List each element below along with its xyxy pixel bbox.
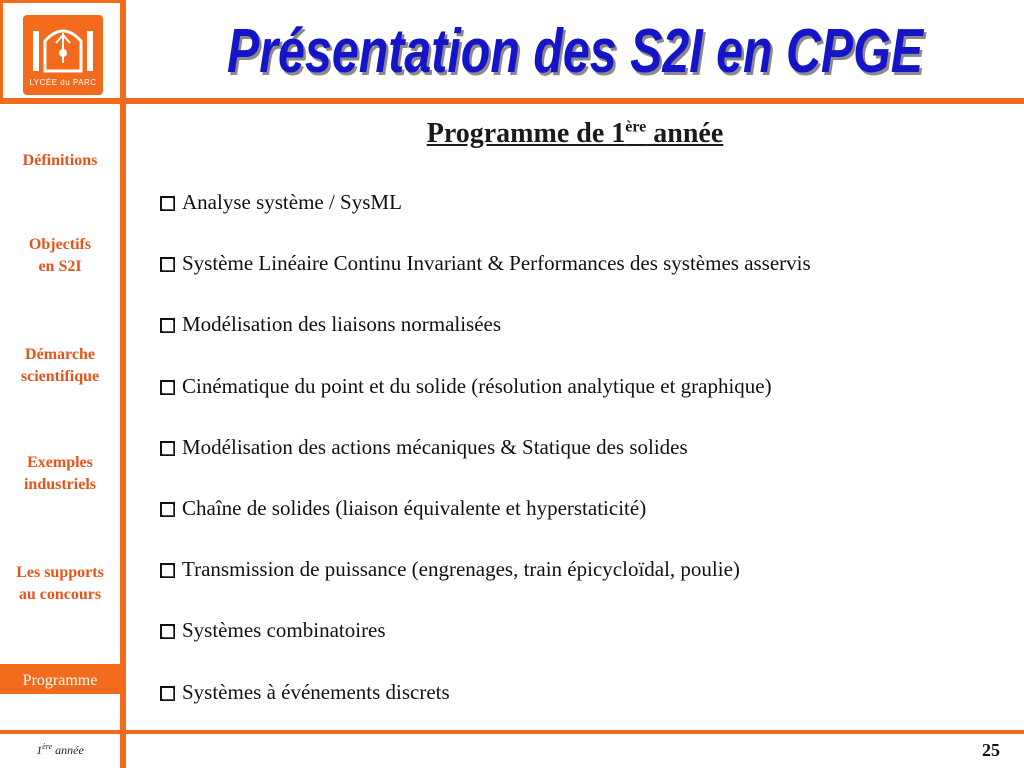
checkbox-bullet-icon: [160, 257, 175, 272]
heading-part: Programme de 1: [426, 118, 626, 149]
heading-superscript: ère: [625, 118, 647, 136]
list-item-text: Chaîne de solides (liaison équivalente et hyperstaticité): [182, 495, 647, 520]
sidebar-item-label: Les supports: [16, 564, 104, 581]
sidebar-item-label: Exemples: [27, 454, 93, 471]
sidebar-item-label: scientifique: [20, 368, 100, 385]
list-item-text: Modélisation des liaisons normalisées: [182, 312, 502, 337]
list-item: [160, 190, 811, 251]
list-item: [160, 557, 811, 618]
list-item-text: Cinématique du point et du solide (résolution analytique et graphique): [182, 373, 772, 398]
sidebar-item-label: au concours: [18, 586, 102, 603]
list-item-text: Analyse système / SysML: [182, 190, 402, 214]
footer-part: année: [52, 743, 84, 757]
sidebar-item-programme-active[interactable]: Programme: [0, 667, 120, 694]
checkbox-bullet-icon: [160, 441, 175, 456]
sidebar-item-supports[interactable]: [0, 562, 120, 606]
checkbox-bullet-icon: [160, 624, 175, 639]
list-item: [160, 680, 811, 741]
logo-text: LYCÉE du PARC: [29, 78, 97, 87]
list-item-text: Modélisation des actions mécaniques & Statique des solides: [182, 434, 688, 459]
list-item: [160, 618, 811, 679]
programme-list: [160, 190, 811, 741]
list-item-text: Système Linéaire Continu Invariant & Performances des systèmes asservis: [182, 251, 811, 276]
checkbox-bullet-icon: [160, 563, 175, 578]
list-item: [160, 435, 811, 496]
list-item-text: Systèmes combinatoires: [182, 618, 386, 643]
list-item-text: Systèmes à événements discrets: [182, 679, 450, 704]
sidebar-item-definitions[interactable]: [0, 150, 120, 172]
footer-year-label: [0, 742, 120, 758]
sidebar-item-label: en S2I: [38, 258, 82, 275]
section-heading-text: [427, 118, 724, 149]
sidebar-item-label: Objectifs: [28, 236, 92, 253]
page-number: 25: [982, 740, 1000, 760]
heading-part: année: [646, 118, 724, 149]
logo-frame: [0, 0, 120, 98]
list-item-text: Transmission de puissance (engrenages, train épicycloïdal, poulie): [182, 557, 740, 582]
list-item: [160, 251, 811, 312]
checkbox-bullet-icon: [160, 196, 175, 211]
sidebar-item-objectifs[interactable]: [0, 234, 120, 278]
sidebar-item-label: Démarche: [25, 346, 95, 363]
sidebar-item-exemples[interactable]: [0, 452, 120, 496]
footer-part: 1: [36, 743, 43, 757]
sidebar-item-label: Définitions: [22, 152, 98, 169]
sidebar-item-label: industriels: [23, 476, 96, 493]
checkbox-bullet-icon: [160, 502, 175, 517]
header-divider: [120, 98, 1024, 104]
list-item: [160, 312, 811, 373]
checkbox-bullet-icon: [160, 686, 175, 701]
footer-superscript: ère: [42, 742, 53, 751]
logo-divider: [0, 98, 126, 104]
list-item: [160, 374, 811, 435]
checkbox-bullet-icon: [160, 380, 175, 395]
sidebar-divider: [120, 0, 126, 768]
list-item: [160, 496, 811, 557]
sidebar-item-demarche[interactable]: [0, 344, 120, 388]
section-heading: [126, 118, 1024, 150]
slide-title: Présentation des S2I en CPGE: [226, 17, 924, 86]
school-logo: [23, 15, 103, 95]
checkbox-bullet-icon: [160, 318, 175, 333]
